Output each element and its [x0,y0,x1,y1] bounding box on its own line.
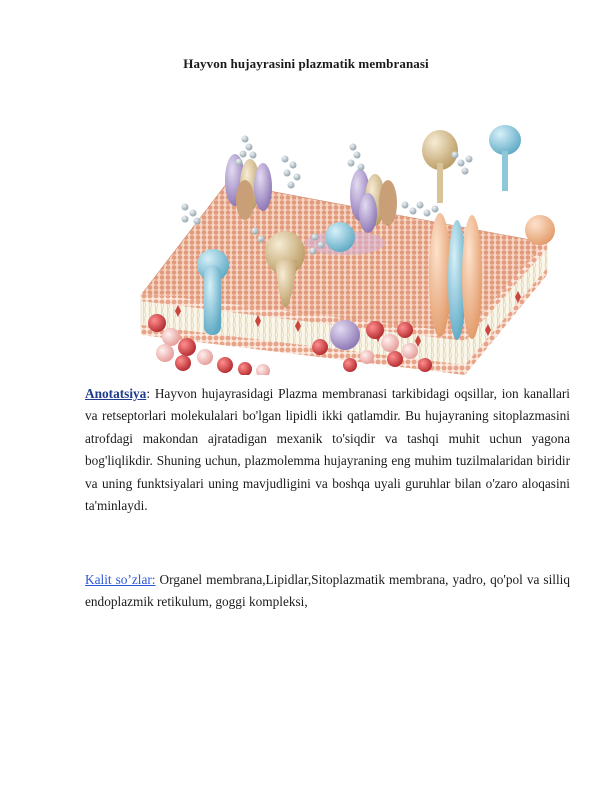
abstract-label: Anotatsiya [85,386,147,401]
keywords-text: Organel membrana,Lipidlar,Sitoplazmatik membrana, yadro, qo'pol va silliq endoplazmik retikulum, goggi kompleksi, [85,572,570,610]
keywords-paragraph [85,569,570,614]
plasma-membrane-illustration [135,125,560,375]
page-title: Hayvon hujayrasini plazmatik membranasi [183,56,429,71]
abstract-paragraph [85,383,570,517]
abstract-text: : Hayvon hujayrasidagi Plazma membranasi tarkibidagi oqsillar, ion kanallari va retseptorlari molekulalari bo'lgan lipidli ikki qatlamdir. Bu hujayraning sitoplazmasini atrofdagi makondan ajratadigan mexanik to'siqdir va tashqi muhit uchun yagona bog'liqlikdir. Shuning uchun, plazmolemma hujayraning eng muhim tuzilmalaridan biridir va uning funktsiyalari uning mavjudligini va boshqa uyali guruhlar bilan o'zaro aloqasini ta'minlaydi. [85,386,570,514]
keywords-label: Kalit so’zlar: [85,572,156,587]
